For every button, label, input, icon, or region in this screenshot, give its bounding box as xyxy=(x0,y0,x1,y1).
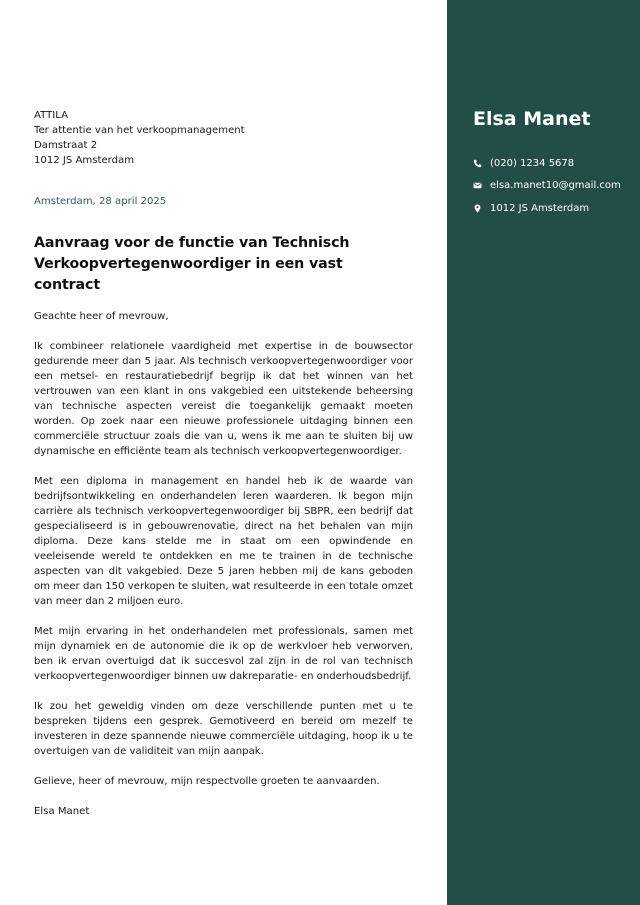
recipient-attention: Ter attentie van het verkoopmanagement xyxy=(34,125,245,136)
letter-paragraph: Met mijn ervaring in het onderhandelen met professionals, samen met mijn dynamiek en de autonomie die ik op de werkvloer heb verworven, ben ik ervan overtuigd dat ik succesvol zal zijn in de rol van technisch verkoopvertegenwoordiger binnen uw dakreparatie- en onderhoudsbedrijf. xyxy=(34,626,413,682)
contact-location-text: 1012 JS Amsterdam xyxy=(490,202,590,214)
contact-location xyxy=(473,200,621,216)
letter-date: Amsterdam, 28 april 2025 xyxy=(34,196,167,207)
recipient-company: ATTILA xyxy=(34,110,69,121)
contact-email xyxy=(473,178,621,194)
recipient-address xyxy=(34,108,413,168)
envelope-icon xyxy=(473,181,482,190)
letter-paragraph: Ik zou het geweldig vinden om deze verschillende punten met u te bespreken tijdens een gesprek. Gemotiveerd en bereid om mezelf te investeren in deze spannende nieuwe commerciële uitdaging, hoop ik u te overtuigen van de validiteit van mijn aanpak. xyxy=(34,701,413,757)
letter-body xyxy=(34,108,413,819)
letter-greeting: Geachte heer of mevrouw, xyxy=(34,311,169,322)
contact-email-text: elsa.manet10@gmail.com xyxy=(490,180,621,191)
letter-subject: Aanvraag voor de functie van Technisch Verkoopvertegenwoordiger in een vast contract xyxy=(34,235,350,293)
contact-phone xyxy=(473,155,621,171)
contact-details xyxy=(473,155,621,223)
letter-paragraph: Met een diploma in management en handel heb ik de waarde van bedrijfsontwikkeling en onderhandelen leren waarderen. Ik begon mijn carrière als technisch verkoopvertegenwoordiger bij SBPR, een bedrijf dat gespecialiseerd is in gebouwrenovatie, direct na het behalen van mijn diploma. Deze kans stelde me in staat om een opwindende en veeleisende wereld te ontdekken en me te trainen in de technische aspecten van dit vakgebied. Deze 5 jaren hebben mij de kans geboden om meer dan 150 verkopen te sluiten, wat resulteerde in een totale omzet van meer dan 2 miljoen euro. xyxy=(34,476,413,607)
map-pin-icon xyxy=(473,204,482,213)
recipient-city: 1012 JS Amsterdam xyxy=(34,155,135,166)
letter-paragraph: Ik combineer relationele vaardigheid met expertise in de bouwsector gedurende meer dan 5 jaar. Als technisch verkoopvertegenwoordiger voor een metsel- en restauratiebedrijf begrijp ik dat het winnen van het vertrouwen van een klant in ons vakgebied een uitstekende beheersing van technische aspecten vereist die toegankelijk gemaakt moeten worden. Op zoek naar een nieuwe professionele uitdaging binnen een commerciële structuur zoals die van u, wens ik me aan te sluiten bij uw dynamische en efficiënte team als technisch verkoopvertegenwoordiger. xyxy=(34,341,413,457)
phone-icon xyxy=(473,159,482,168)
sender-name: Elsa Manet xyxy=(473,108,591,130)
letter-signature: Elsa Manet xyxy=(34,806,90,817)
letter-closing: Gelieve, heer of mevrouw, mijn respectvolle groeten te aanvaarden. xyxy=(34,776,380,787)
recipient-street: Damstraat 2 xyxy=(34,140,98,151)
contact-sidebar xyxy=(447,0,640,905)
contact-phone-text: (020) 1234 5678 xyxy=(490,157,575,169)
